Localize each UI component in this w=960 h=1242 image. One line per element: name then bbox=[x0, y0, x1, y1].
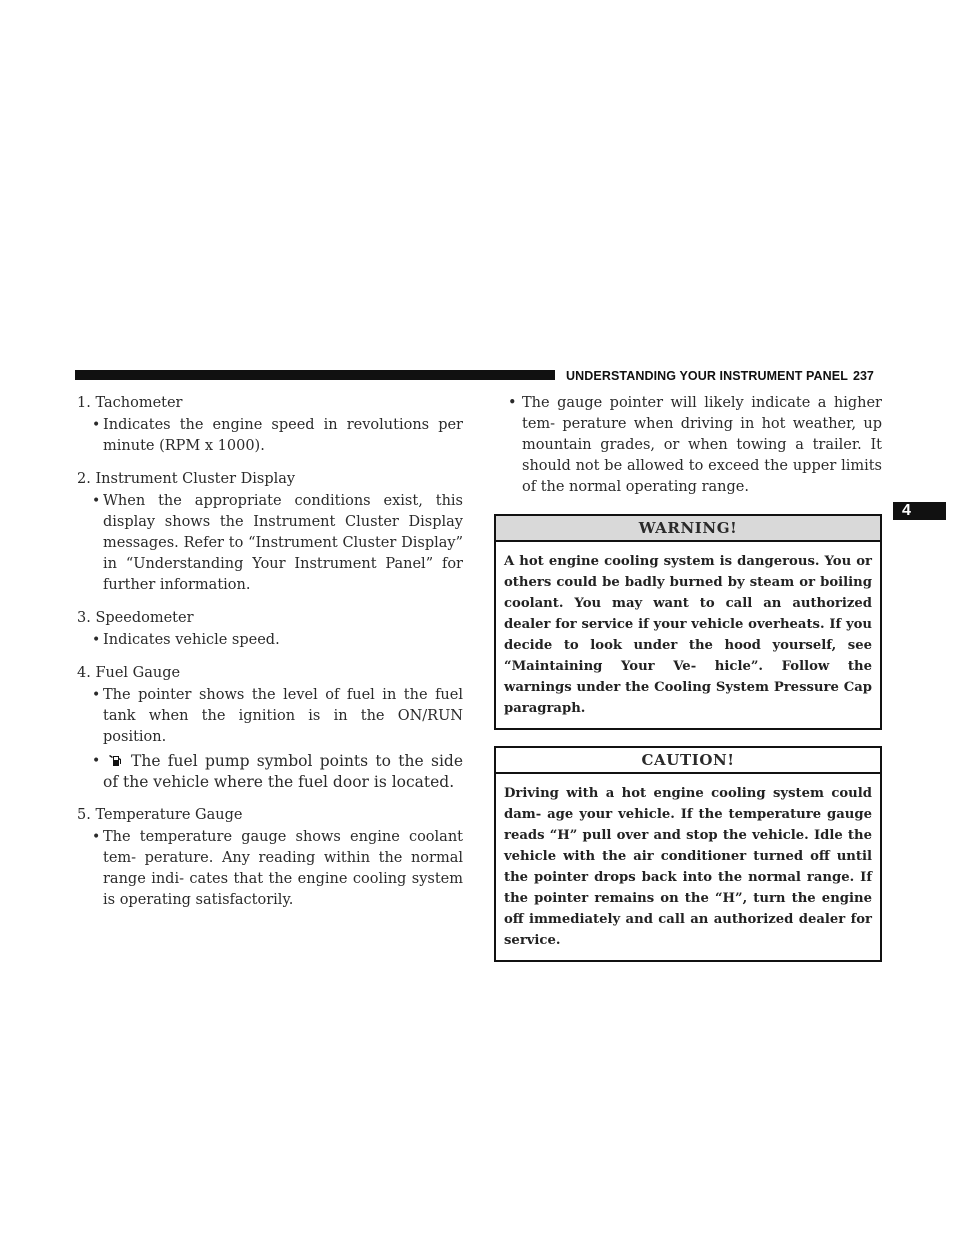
bullet-glyph: • bbox=[92, 753, 101, 769]
chapter-tab: 4 bbox=[893, 502, 946, 520]
header-rule bbox=[75, 370, 555, 380]
bullet-text: • The pointer shows the level of fuel in the fuel tank when the ignition is in the ON/RUN position. bbox=[92, 687, 463, 745]
bullet-text: • The temperature gauge shows engine coolant tem- perature. Any reading within the normal range indi- cates that the engine cooling system is operating satisfactorily. bbox=[92, 829, 463, 908]
caution-text: Driving with a hot engine cooling system could dam- age your vehicle. If the temperature gauge reads “H” pull over and stop the vehicle. Idle the vehicle with the air conditioner turned off until the pointer drops back into the normal range. If the pointer remains on the “H”, turn the engine off immediately and call an authorized dealer for service. bbox=[504, 786, 872, 948]
bullet-text: • When the appropriate conditions exist, this display shows the Instrument Cluster Display messages. Refer to “Instrument Cluster Display” in “Understanding Your Instrument Panel” for further information. bbox=[92, 493, 463, 593]
list-item-speedometer bbox=[77, 608, 463, 651]
item-title: 1. Tachometer bbox=[77, 395, 183, 411]
item-title: 3. Speedometer bbox=[77, 610, 194, 626]
bullet-glyph: • bbox=[92, 632, 101, 648]
warning-box bbox=[494, 514, 882, 730]
bullet-glyph: • bbox=[92, 493, 101, 509]
section-header-title: UNDERSTANDING YOUR INSTRUMENT PANEL bbox=[566, 369, 848, 383]
bullet-text: • Indicates the engine speed in revolutions per minute (RPM x 1000). bbox=[92, 417, 463, 454]
bullet-glyph: • bbox=[92, 829, 101, 845]
bullet-text-gauge-pointer: • The gauge pointer will likely indicate a higher tem- perature when driving in hot weather, up mountain grades, or when towing a trailer. It should not be allowed to exceed the upper limits of the normal operating range. bbox=[508, 395, 882, 495]
caution-box bbox=[494, 746, 882, 962]
fuel-pump-icon bbox=[109, 752, 123, 766]
right-column bbox=[494, 393, 882, 962]
item-title: 4. Fuel Gauge bbox=[77, 665, 181, 681]
item-title: 5. Temperature Gauge bbox=[77, 807, 243, 823]
list-item-fuel-gauge bbox=[77, 663, 463, 793]
bullet-glyph: • bbox=[92, 417, 101, 433]
list-item-temperature-gauge bbox=[77, 805, 463, 911]
list-item-tachometer bbox=[77, 393, 463, 457]
warning-heading: WARNING! bbox=[496, 516, 880, 542]
list-item-cluster-display bbox=[77, 469, 463, 596]
left-column bbox=[77, 393, 463, 923]
page-number: 237 bbox=[853, 369, 874, 383]
bullet-glyph: • bbox=[92, 687, 101, 703]
bullet-glyph: • bbox=[508, 395, 517, 411]
warning-text: A hot engine cooling system is dangerous. You or others could be badly burned by steam or boiling coolant. You may want to call an authorized dealer for service if your vehicle overheats. If you decide to look under the hood yourself, see “Maintaining Your Ve- hicle”. Follow the warnings under the Cooling System Pressure Cap paragraph. bbox=[504, 554, 872, 716]
bullet-text-fuel-symbol: • The fuel pump symbol points to the side of the vehicle where the fuel door is located. bbox=[92, 752, 463, 791]
item-title: 2. Instrument Cluster Display bbox=[77, 471, 296, 487]
caution-heading: CAUTION! bbox=[496, 748, 880, 774]
bullet-text: • Indicates vehicle speed. bbox=[77, 630, 463, 651]
